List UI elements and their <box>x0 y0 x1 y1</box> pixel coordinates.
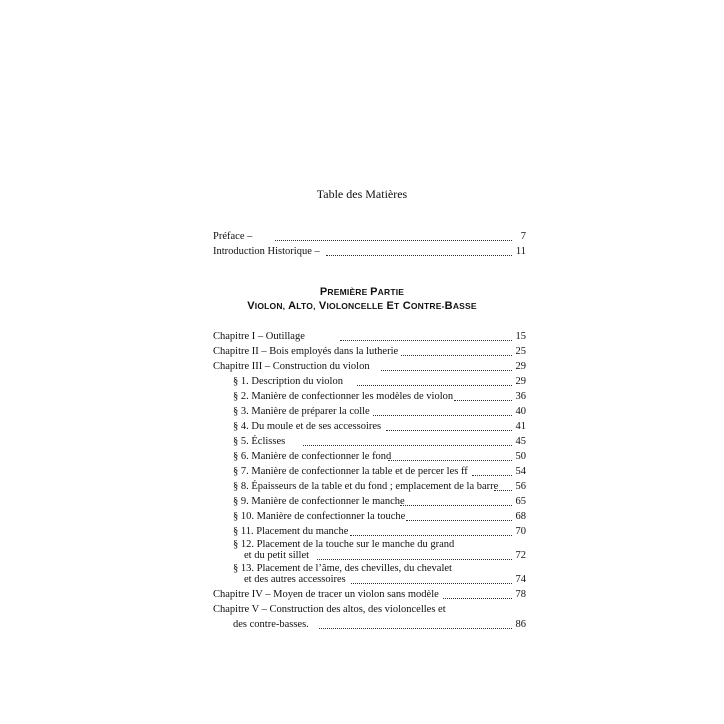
leader-dots <box>472 464 512 476</box>
toc-entry-page: 56 <box>515 481 526 492</box>
toc-entry <box>213 329 526 344</box>
toc-entry <box>213 344 526 359</box>
toc-entry <box>244 572 526 587</box>
toc-entry-label: § 6. Manière de confectionner le fond <box>233 451 392 462</box>
toc-entry-label: Chapitre IV – Moyen de tracer un violon sans modèle <box>213 589 439 600</box>
leader-dots <box>340 329 512 341</box>
toc-entry <box>233 404 526 419</box>
toc-entry-label: Introduction Historique – <box>213 246 320 257</box>
toc-entry <box>213 244 526 259</box>
toc-entry-page: 11 <box>515 246 526 257</box>
toc-entry <box>233 464 526 479</box>
part-heading-line2: VIOLON, ALTO, VIOLONCELLE ET CONTRE-BASSE <box>247 300 477 312</box>
toc-entry <box>233 419 526 434</box>
toc-entry-page: 7 <box>520 231 526 242</box>
toc-entry-label: § 8. Épaisseurs de la table et du fond ; emplacement de la barre <box>233 481 499 492</box>
toc-entry <box>213 587 526 602</box>
toc-entry-page: 36 <box>515 391 526 402</box>
toc-entry-page: 70 <box>515 526 526 537</box>
toc-entry-label: § 12. Placement de la touche sur le manche du grand <box>233 539 455 550</box>
toc-entry <box>233 509 526 524</box>
toc-entry-page: 86 <box>515 619 526 630</box>
leader-dots <box>454 389 512 401</box>
leader-dots <box>406 509 512 521</box>
toc-entry <box>233 434 526 449</box>
leader-dots <box>381 359 512 371</box>
toc-entry <box>213 229 526 244</box>
toc-entry-label: § 2. Manière de confectionner les modèles de violon <box>233 391 454 402</box>
toc-entry-label: Chapitre II – Bois employés dans la lutherie <box>213 346 399 357</box>
toc-entry-label: § 10. Manière de confectionner la touche <box>233 511 406 522</box>
toc-entry-page: 50 <box>515 451 526 462</box>
part-heading-line1: PREMIÈRE PARTIE <box>319 286 405 298</box>
toc-entry-label: § 9. Manière de confectionner le manche <box>233 496 405 507</box>
toc-entry-label: Préface – <box>213 231 253 242</box>
leader-dots <box>319 617 512 629</box>
toc-entry-label: § 3. Manière de préparer la colle <box>233 406 370 417</box>
toc-entry-label: § 13. Placement de l’âme, des chevilles, du chevalet <box>233 563 452 574</box>
toc-entry <box>213 602 526 617</box>
toc-entry <box>233 617 526 632</box>
leader-dots <box>400 494 512 506</box>
leader-dots <box>386 419 512 431</box>
toc-entry-label: Chapitre I – Outillage <box>213 331 305 342</box>
toc-entry-page: 74 <box>515 574 526 585</box>
leader-dots <box>351 572 512 584</box>
toc-entry-label: § 1. Description du violon <box>233 376 343 387</box>
leader-dots <box>357 374 512 386</box>
toc-entry-label: § 7. Manière de confectionner la table et de percer les ff <box>233 466 468 477</box>
toc-entry-label: § 11. Placement du manche <box>233 526 349 537</box>
leader-dots <box>317 548 512 560</box>
leader-dots <box>303 434 512 446</box>
toc-entry <box>233 479 526 494</box>
toc-entry-label: Chapitre III – Construction du violon <box>213 361 370 372</box>
leader-dots <box>350 524 512 536</box>
toc-entry-page: 45 <box>515 436 526 447</box>
page-title: Table des Matières <box>316 187 408 201</box>
toc-entry-label: et des autres accessoires <box>244 574 346 585</box>
toc-entry-page: 15 <box>515 331 526 342</box>
toc-entry-page: 54 <box>515 466 526 477</box>
toc-entry <box>233 389 526 404</box>
leader-dots <box>494 479 512 491</box>
toc-entry-page: 41 <box>515 421 526 432</box>
leader-dots <box>373 404 512 416</box>
leader-dots <box>326 244 512 256</box>
leader-dots <box>388 449 512 461</box>
toc-entry-page: 78 <box>515 589 526 600</box>
toc-entry-label: Chapitre V – Construction des altos, des violoncelles et <box>213 604 446 615</box>
toc-entry <box>233 374 526 389</box>
toc-entry-page: 40 <box>515 406 526 417</box>
toc-entry-label: § 5. Éclisses <box>233 436 286 447</box>
toc-entry-page: 68 <box>515 511 526 522</box>
leader-dots <box>443 587 512 599</box>
toc-entry-page: 29 <box>515 361 526 372</box>
toc-entry-label: des contre-basses. <box>233 619 309 630</box>
leader-dots <box>275 229 512 241</box>
toc-entry-page: 65 <box>515 496 526 507</box>
toc-entry-label: et du petit sillet <box>244 550 310 561</box>
leader-dots <box>401 344 512 356</box>
toc-entry-page: 25 <box>515 346 526 357</box>
toc-entry <box>213 359 526 374</box>
toc-entry <box>233 494 526 509</box>
toc-entry-label: § 4. Du moule et de ses accessoires <box>233 421 382 432</box>
toc-entry <box>233 449 526 464</box>
toc-entry-page: 29 <box>515 376 526 387</box>
toc-entry-page: 72 <box>515 550 526 561</box>
